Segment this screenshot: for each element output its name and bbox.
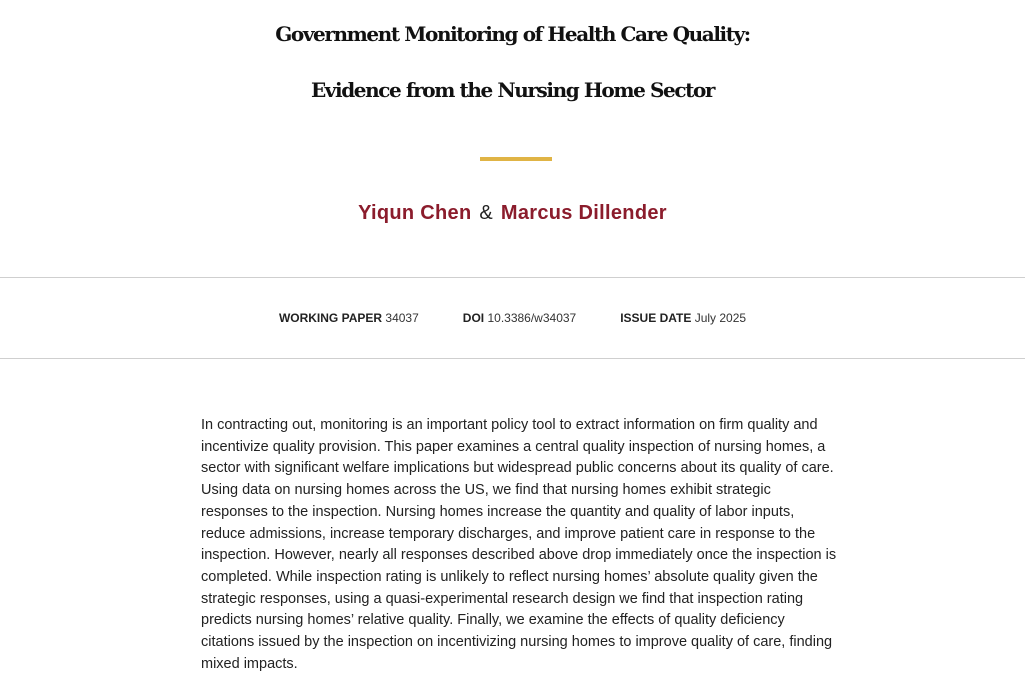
doi-label: DOI: [462, 311, 485, 325]
author-separator: &: [479, 202, 494, 224]
issue-date-value: July 2025: [694, 311, 747, 325]
issue-date-meta: [620, 311, 746, 325]
author-link-marcus-dillender[interactable]: Marcus Dillender: [500, 202, 667, 224]
issue-date-label: ISSUE DATE: [620, 311, 692, 325]
title-line-1: Government Monitoring of Health Care Quality:: [275, 22, 750, 46]
working-paper-label: WORKING PAPER: [278, 311, 383, 325]
author-link-yiqun-chen[interactable]: Yiqun Chen: [358, 202, 472, 224]
abstract-text: In contracting out, monitoring is an important policy tool to extract information on firm quality and incentivize quality provision. This paper examines a central quality inspection of nursing homes, a sector with significant welfare implications but widespread public concerns about its quality of care. Using data on nursing homes across the US, we find that nursing homes exhibit strategic responses to the inspection. Nursing homes increase the quantity and quality of labor inputs, reduce admissions, increase temporary discharges, and improve patient care in response to the inspection. However, nearly all responses described above drop immediately once the inspection is completed. While inspection rating is unlikely to reflect nursing homes’ absolute quality given the strategic responses, using a quasi-experimental research design we find that inspection rating predicts nursing homes’ relative quality. Finally, we examine the effects of quality deficiency citations issued by the inspection on incentivizing nursing homes to improve quality of care, finding mixed impacts.: [201, 417, 837, 672]
doi-value[interactable]: 10.3386/w34037: [487, 311, 577, 325]
page-title: [0, 6, 1025, 118]
doi-meta: [463, 311, 576, 325]
working-paper-number: 34037: [385, 311, 419, 325]
author-list: [0, 199, 1025, 227]
title-accent-divider: [480, 157, 552, 161]
working-paper-meta: [279, 311, 419, 325]
paper-meta-bar: [0, 277, 1025, 359]
title-line-2: Evidence from the Nursing Home Sector: [310, 78, 715, 102]
